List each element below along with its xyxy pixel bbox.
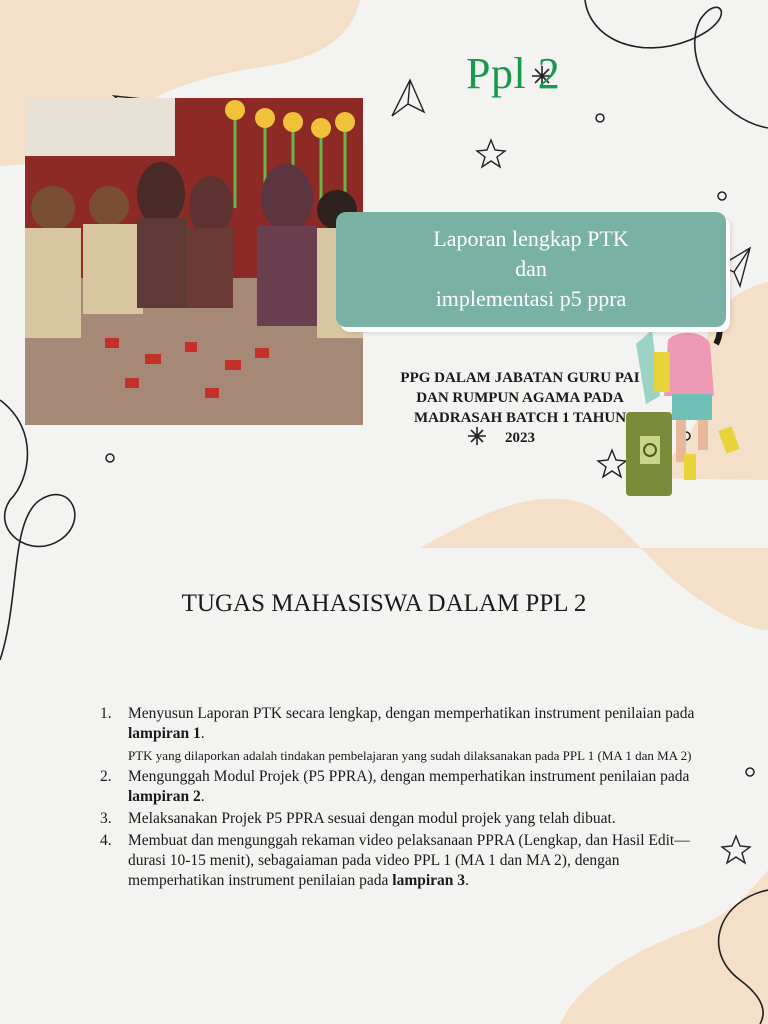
circle-icon: [106, 454, 114, 462]
subtitle-line: PPG DALAM JABATAN GURU PAI: [400, 370, 640, 386]
card-line: implementasi p5 ppra: [435, 286, 627, 311]
item-number: 4.: [100, 832, 112, 849]
card-text: [336, 224, 726, 314]
paper-plane-icon: [392, 80, 424, 116]
circle-icon: [746, 768, 754, 776]
item-number: 1.: [100, 705, 112, 722]
slide-title: Ppl 2: [466, 49, 561, 98]
item-bold: lampiran 3: [392, 872, 466, 889]
report-card: [336, 212, 726, 327]
squiggle-left: [0, 400, 75, 660]
item-number: 2.: [100, 768, 112, 785]
list-item: [100, 809, 700, 829]
star-icon: [598, 450, 626, 477]
subtitle-line: 2023: [505, 430, 535, 446]
list-item: [100, 704, 700, 765]
subtitle-line: MADRASAH BATCH 1 TAHUN: [413, 410, 627, 426]
item-text: Menyusun Laporan PTK secara lengkap, dengan memperhatikan instrument penilaian pada: [128, 705, 695, 722]
subtitle-line: DAN RUMPUN AGAMA PADA: [416, 390, 624, 406]
list-item: [100, 831, 700, 891]
tasks-heading: TUGAS MAHASISWA DALAM PPL 2: [181, 590, 587, 617]
item-note: PTK yang dilaporkan adalah tindakan pembelajaran yang sudah dilaksanakan pada PPL 1 (MA 1 dan MA 2): [128, 748, 692, 763]
circle-icon: [596, 114, 604, 122]
item-bold: lampiran 1: [128, 725, 201, 742]
list-item: [100, 767, 700, 807]
item-text: Membuat dan mengunggah rekaman video pelaksanaan PPRA (Lengkap, dan Hasil Edit—durasi 10-15 menit), sebagaiaman pada video PPL 1 (MA 1 dan MA 2), dengan memperhatikan instrument penilaian pada: [128, 832, 690, 889]
task-list: [100, 704, 700, 893]
item-end: .: [200, 725, 205, 742]
classroom-photo: [25, 98, 363, 425]
item-text: Mengunggah Modul Projek (P5 PPRA), dengan memperhatikan instrument penilaian pada: [128, 768, 690, 785]
star-icon: [477, 140, 505, 167]
item-end: .: [465, 872, 469, 889]
card-line: dan: [515, 256, 547, 281]
program-subtitle: [365, 368, 675, 448]
star-icon: [722, 836, 750, 863]
card-line: Laporan lengkap PTK: [433, 226, 629, 251]
item-end: .: [200, 788, 205, 805]
circle-icon: [718, 192, 726, 200]
peach-blob-bottom-right: [560, 870, 768, 1024]
item-bold: lampiran 2: [128, 788, 201, 805]
item-text: Melaksanakan Projek P5 PPRA sesuai dengan modul projek yang telah dibuat.: [128, 810, 616, 827]
item-number: 3.: [100, 810, 112, 827]
squiggle-top-right: [585, 0, 768, 128]
